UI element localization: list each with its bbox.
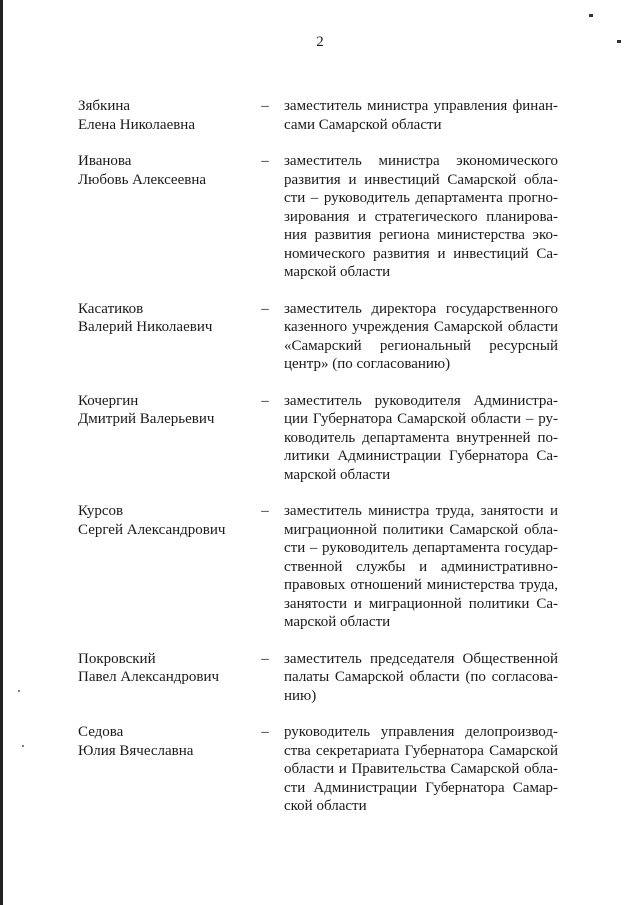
role-line: марской области — [284, 614, 391, 630]
member-role — [284, 97, 558, 134]
member-surname: Покровский — [78, 650, 156, 667]
member-surname: Иванова — [78, 153, 132, 169]
role-line: ства секретариата Губернатора Самарской — [284, 742, 558, 759]
member-name — [78, 152, 246, 189]
role-line: заместитель министра управления финан- — [284, 98, 558, 114]
role-line: сти – руководитель департамента государ- — [284, 540, 558, 556]
member-name — [78, 97, 246, 134]
member-entry — [78, 392, 558, 485]
member-surname: Касатиков — [78, 300, 144, 317]
member-entry — [78, 502, 558, 632]
entry-dash: – — [261, 503, 269, 519]
member-name — [78, 300, 246, 337]
member-entry — [78, 723, 558, 816]
member-entry — [78, 650, 558, 706]
role-line: ственной службы и административно- — [284, 558, 558, 575]
role-line: палаты Самарской области (по согласова- — [284, 669, 558, 685]
member-entry — [78, 152, 558, 282]
role-line: сти Администрации Губернатора Самар- — [284, 779, 558, 796]
member-given-names: Павел Александрович — [78, 669, 220, 685]
role-line: заместитель министра труда, занятости и — [284, 503, 558, 519]
member-role — [284, 152, 558, 282]
member-surname: Зябкина — [78, 98, 131, 114]
member-name — [78, 723, 246, 760]
entry-dash: – — [261, 98, 269, 114]
entry-dash: – — [261, 724, 269, 740]
member-name — [78, 392, 246, 429]
role-line: заместитель министра экономического — [284, 153, 558, 169]
member-entry — [78, 97, 558, 134]
page-left-edge — [0, 0, 3, 905]
member-role — [284, 723, 558, 816]
scan-speck — [589, 14, 593, 17]
role-line: сти – руководитель департамента прогно- — [284, 190, 558, 206]
member-given-names: Сергей Александрович — [78, 521, 226, 538]
page-number: 2 — [316, 34, 324, 50]
member-role — [284, 502, 558, 632]
role-line: «Самарский региональный ресурсный — [284, 337, 558, 354]
role-line: руководитель управления делопроизвод- — [284, 724, 558, 740]
role-line: ководитель департамента внутренней по- — [284, 429, 558, 446]
role-line: ния развития региона министерства эко- — [284, 227, 558, 243]
member-given-names: Юлия Вячеславна — [78, 742, 194, 759]
role-line: центр» (по согласованию) — [284, 356, 451, 372]
member-list — [78, 97, 558, 816]
role-line: занятости и миграционной политики Са- — [284, 595, 558, 612]
role-line: сами Самарской области — [284, 116, 442, 133]
role-line: заместитель председателя Общественной — [284, 650, 558, 667]
entry-dash: – — [261, 300, 269, 317]
entry-dash: – — [261, 153, 269, 169]
role-line: литики Администрации Губернатора Са- — [284, 448, 558, 464]
member-given-names: Дмитрий Валерьевич — [78, 411, 215, 427]
role-line: заместитель руководителя Администра- — [284, 392, 558, 409]
role-line: марской области — [284, 264, 391, 280]
member-role — [284, 650, 558, 706]
role-line: области и Правительства Самарской обла- — [284, 761, 558, 777]
scan-speck — [22, 745, 24, 747]
role-line: ской области — [284, 798, 367, 814]
member-surname: Курсов — [78, 503, 124, 519]
role-line: казенного учреждения Самарской области — [284, 319, 558, 335]
role-line: номического развития и инвестиций Са- — [284, 245, 558, 262]
role-line: марской области — [284, 466, 391, 483]
role-line: зирования и стратегического планирова- — [284, 208, 558, 225]
role-line: миграционной политики Самарской обла- — [284, 521, 558, 538]
member-name — [78, 502, 246, 539]
member-surname: Седова — [78, 724, 124, 740]
role-line: правовых отношений министерства труда, — [284, 577, 558, 593]
scan-speck — [18, 690, 20, 692]
member-surname: Кочергин — [78, 392, 139, 409]
member-role — [284, 300, 558, 374]
member-given-names: Елена Николаевна — [78, 116, 195, 133]
entry-dash: – — [261, 650, 269, 667]
member-role — [284, 392, 558, 485]
member-given-names: Любовь Алексеевна — [78, 171, 206, 188]
role-line: развития и инвестиций Самарской обла- — [284, 171, 558, 188]
role-line: заместитель директора государственного — [284, 300, 558, 317]
role-line: ции Губернатора Самарской области – ру- — [284, 411, 558, 427]
entry-dash: – — [261, 392, 269, 409]
member-given-names: Валерий Николаевич — [78, 319, 213, 335]
member-entry — [78, 300, 558, 374]
member-name — [78, 650, 246, 687]
role-line: нию) — [284, 687, 317, 704]
